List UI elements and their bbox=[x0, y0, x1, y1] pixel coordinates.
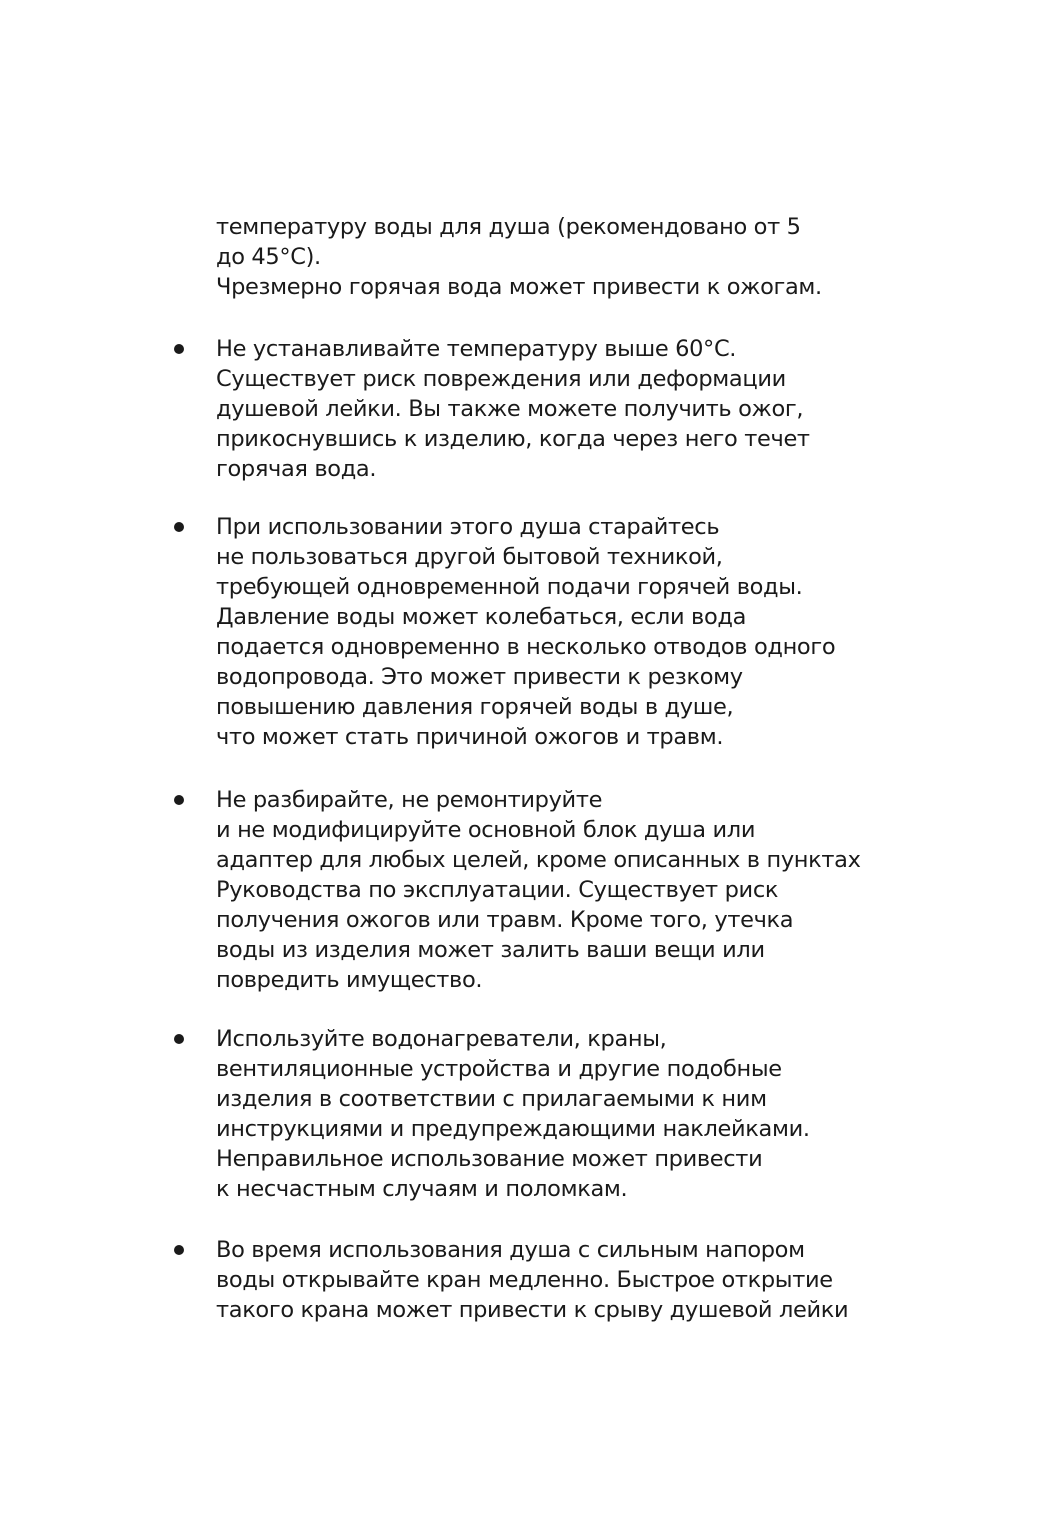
intro-paragraph bbox=[216, 212, 916, 302]
text-line: Во время использования душа с сильным напором bbox=[216, 1237, 805, 1263]
text-line: вентиляционные устройства и другие подобные bbox=[216, 1056, 782, 1082]
text-line: Неправильное использование может привести bbox=[216, 1146, 763, 1172]
text-line: При использовании этого душа старайтесь bbox=[216, 514, 720, 540]
bullet-item-temperature-limit bbox=[216, 334, 916, 484]
text-line: подается одновременно в несколько отводов одного bbox=[216, 634, 836, 660]
text-line: такого крана может привести к срыву душевой лейки bbox=[216, 1297, 849, 1323]
text-line: Давление воды может колебаться, если вода bbox=[216, 604, 747, 630]
text-line: и не модифицируйте основной блок душа или bbox=[216, 817, 756, 843]
text-line: Существует риск повреждения или деформации bbox=[216, 366, 786, 392]
bullet-item-use-per-instructions bbox=[216, 1024, 916, 1204]
text-line: Руководства по эксплуатации. Существует риск bbox=[216, 877, 779, 903]
text-line: что может стать причиной ожогов и травм. bbox=[216, 724, 724, 750]
text-line: повышению давления горячей воды в душе, bbox=[216, 694, 734, 720]
bullet-item-other-appliances bbox=[216, 512, 916, 752]
text-line: повредить имущество. bbox=[216, 967, 483, 993]
text-line: воды открывайте кран медленно. Быстрое открытие bbox=[216, 1267, 833, 1293]
bullet-icon bbox=[174, 344, 184, 354]
bullet-item-open-tap-slowly bbox=[216, 1235, 916, 1325]
bullet-item-no-disassembly bbox=[216, 785, 916, 995]
text-line: получения ожогов или травм. Кроме того, утечка bbox=[216, 907, 794, 933]
text-line: водопровода. Это может привести к резкому bbox=[216, 664, 743, 690]
text-line: к несчастным случаям и поломкам. bbox=[216, 1176, 628, 1202]
text-line: адаптер для любых целей, кроме описанных в пунктах bbox=[216, 847, 861, 873]
text-line: душевой лейки. Вы также можете получить ожог, bbox=[216, 396, 804, 422]
text-line: инструкциями и предупреждающими наклейками. bbox=[216, 1116, 810, 1142]
bullet-icon bbox=[174, 1034, 184, 1044]
text-line: не пользоваться другой бытовой техникой, bbox=[216, 544, 723, 570]
text-line: до 45°C). bbox=[216, 244, 321, 270]
text-line: изделия в соответствии с прилагаемыми к ним bbox=[216, 1086, 767, 1112]
text-line: Не разбирайте, не ремонтируйте bbox=[216, 787, 603, 813]
bullet-icon bbox=[174, 795, 184, 805]
text-line: Используйте водонагреватели, краны, bbox=[216, 1026, 667, 1052]
text-line: горячая вода. bbox=[216, 456, 377, 482]
bullet-icon bbox=[174, 522, 184, 532]
text-line: Не устанавливайте температуру выше 60°C. bbox=[216, 336, 737, 362]
bullet-icon bbox=[174, 1245, 184, 1255]
text-line: температуру воды для душа (рекомендовано от 5 bbox=[216, 214, 801, 240]
text-line: прикоснувшись к изделию, когда через него течет bbox=[216, 426, 810, 452]
text-line: Чрезмерно горячая вода может привести к ожогам. bbox=[216, 274, 822, 300]
text-line: воды из изделия может залить ваши вещи или bbox=[216, 937, 765, 963]
text-line: требующей одновременной подачи горячей воды. bbox=[216, 574, 803, 600]
